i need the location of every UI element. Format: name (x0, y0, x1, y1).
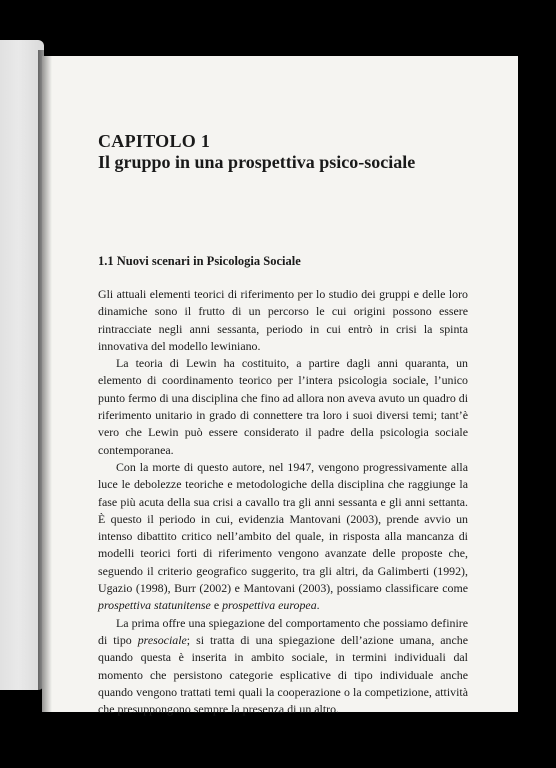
chapter-title: Il gruppo in una prospettiva psico-sociale (98, 152, 416, 172)
paragraph-3 (98, 459, 468, 615)
paragraph-3-connector: e (210, 598, 223, 613)
paragraph-4-text: La prima offre una spiegazione del comportamento che possiamo definire di tipo (98, 615, 468, 647)
italic-term-presociale: presociale (137, 632, 187, 647)
paragraph-3-end: . (316, 598, 320, 613)
paragraph-2: La teoria di Lewin ha costituito, a partire dagli anni quaranta, un elemento di coordinamento teorico per l’intera psicologia sociale, l’unico punto fermo di una disciplina che fino ad allora non aveva avuto un quadro di riferimento unitario in grado di connettere tra loro i suoi diversi temi; tant’è vero che Lewin può essere considerato il padre della psicologia sociale contemporanea. (98, 356, 468, 457)
paragraph-4 (98, 615, 468, 719)
paragraph-3-text: Con la morte di questo autore, nel 1947, vengono progressivamente alla luce le debolezze teoriche e metodologiche della disciplina che raggiunge la fase più acuta della sua crisi a cavallo tra gli anni sessanta e gli anni settanta. È questo il periodo in cui, evidenzia Mantovani (2003), prende avvio un intenso dibattito critico nell’ambito del quale, in risposta alla mancanza di modelli teorici forti di riferimento vengono avanzate delle proposte che, seguendo il criterio geografico suggerito, tra gli altri, da Galimberti (1992), Ugazio (1998), Burr (2002) e Mantovani (2003), possiamo classificare come (98, 459, 468, 596)
chapter-label: CAPITOLO 1 (98, 131, 211, 151)
italic-term-europea: prospettiva europea (222, 598, 317, 613)
paragraph-1: Gli attuali elementi teorici di riferimento per lo studio dei gruppi e delle loro dinamiche sono il frutto di un percorso le cui origini possono essere rintracciate negli anni sessanta, periodo in cui entrò in crisi la spinta innovativa del modello lewiniano. (98, 287, 468, 353)
body-text (98, 286, 468, 718)
page-content (42, 56, 518, 717)
paragraph-4-end: ; si tratta di una spiegazione dell’azione umana, anche quando questa è inserita in ambito sociale, in termini individuali dal momento che persistono categorie esplicative di tipo individuale anche quando vengono trattati temi quali la cooperazione o la competizione, attività che presuppongono sempre la presenza di un altro. (98, 632, 468, 717)
italic-term-statunitense: prospettiva statunitense (98, 598, 211, 613)
section-heading: 1.1 Nuovi scenari in Psicologia Sociale (98, 254, 301, 268)
